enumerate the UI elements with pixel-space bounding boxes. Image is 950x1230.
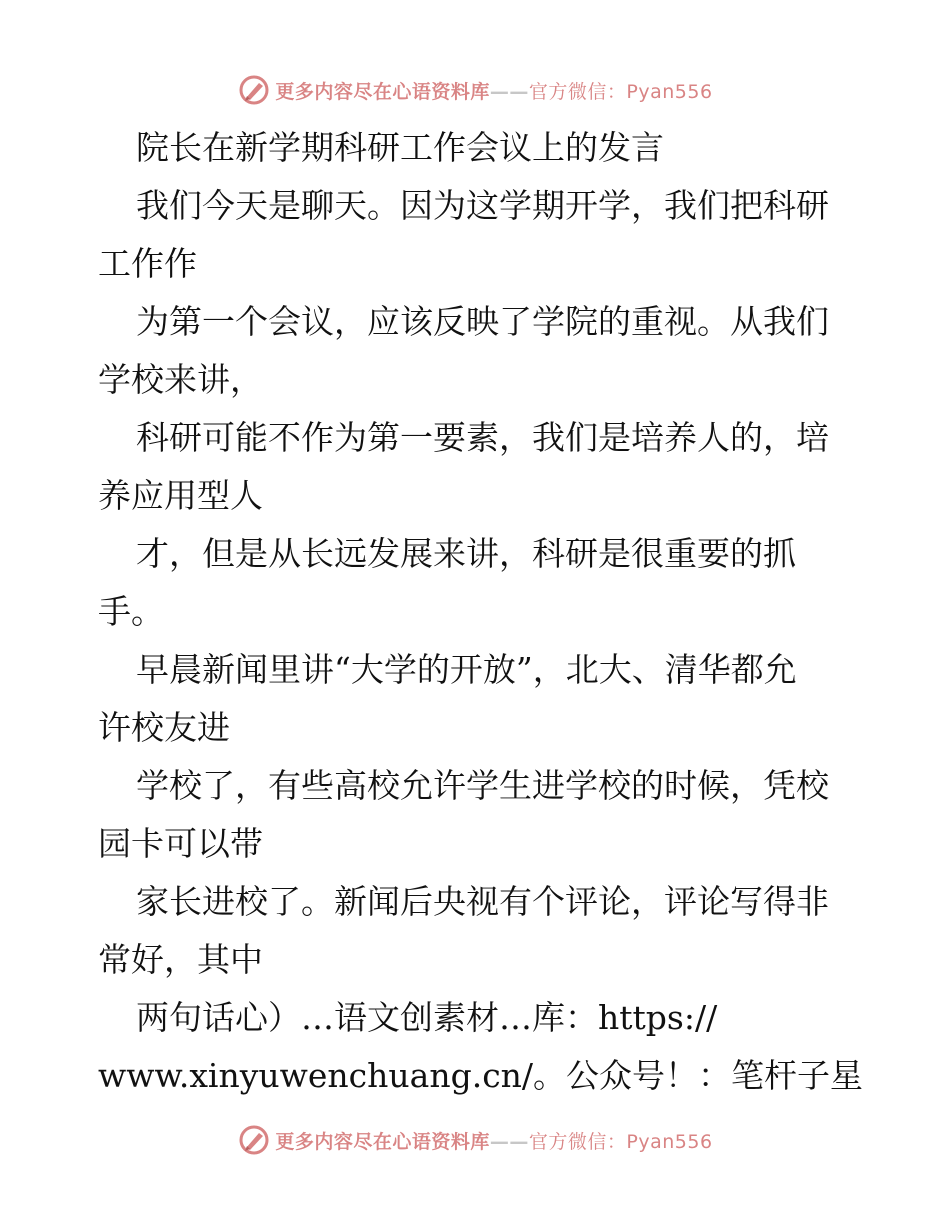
doc-line: 许校友进 bbox=[98, 708, 230, 747]
doc-line: 手。 bbox=[98, 592, 164, 631]
doc-line: 工作作 bbox=[98, 244, 197, 283]
pen-circle-icon bbox=[237, 73, 271, 107]
banner-main-text: 更多内容尽在心语资料库 bbox=[275, 1130, 490, 1153]
doc-line: 早晨新闻里讲“大学的开放”，北大、清华都允 bbox=[136, 650, 797, 689]
doc-line: 我们今天是聊天。因为这学期开学，我们把科研 bbox=[136, 186, 829, 225]
banner-dash: —— bbox=[489, 1130, 529, 1153]
banner-contact-text: 官方微信：Pyan556 bbox=[528, 80, 713, 103]
document-body bbox=[98, 119, 864, 1105]
pen-circle-icon bbox=[237, 1123, 271, 1157]
doc-line: 两句话心）…语文创素材…库：https:// bbox=[136, 998, 718, 1037]
doc-line: 常好，其中 bbox=[98, 940, 263, 979]
banner-main-text: 更多内容尽在心语资料库 bbox=[275, 80, 490, 103]
banner-dash: —— bbox=[489, 80, 529, 103]
doc-line: 为第一个会议，应该反映了学院的重视。从我们 bbox=[136, 302, 829, 341]
footer-banner bbox=[0, 1120, 950, 1160]
doc-line: 学校了，有些高校允许学生进学校的时候，凭校 bbox=[136, 766, 829, 805]
doc-line: 家长进校了。新闻后央视有个评论，评论写得非 bbox=[136, 882, 829, 921]
doc-line: 学校来讲， bbox=[98, 360, 263, 399]
banner-text bbox=[275, 77, 712, 104]
doc-line: 园卡可以带 bbox=[98, 824, 263, 863]
doc-line: 才，但是从长远发展来讲，科研是很重要的抓 bbox=[136, 534, 796, 573]
banner-text bbox=[275, 1127, 712, 1154]
doc-title: 院长在新学期科研工作会议上的发言 bbox=[136, 128, 664, 167]
doc-line: 养应用型人 bbox=[98, 476, 263, 515]
banner-contact-text: 官方微信：Pyan556 bbox=[528, 1130, 713, 1153]
doc-line: 科研可能不作为第一要素，我们是培养人的，培 bbox=[136, 418, 829, 457]
doc-line: www.xinyuwenchuang.cn/。公众号！：笔杆子星 bbox=[98, 1056, 864, 1095]
header-banner bbox=[0, 70, 950, 110]
